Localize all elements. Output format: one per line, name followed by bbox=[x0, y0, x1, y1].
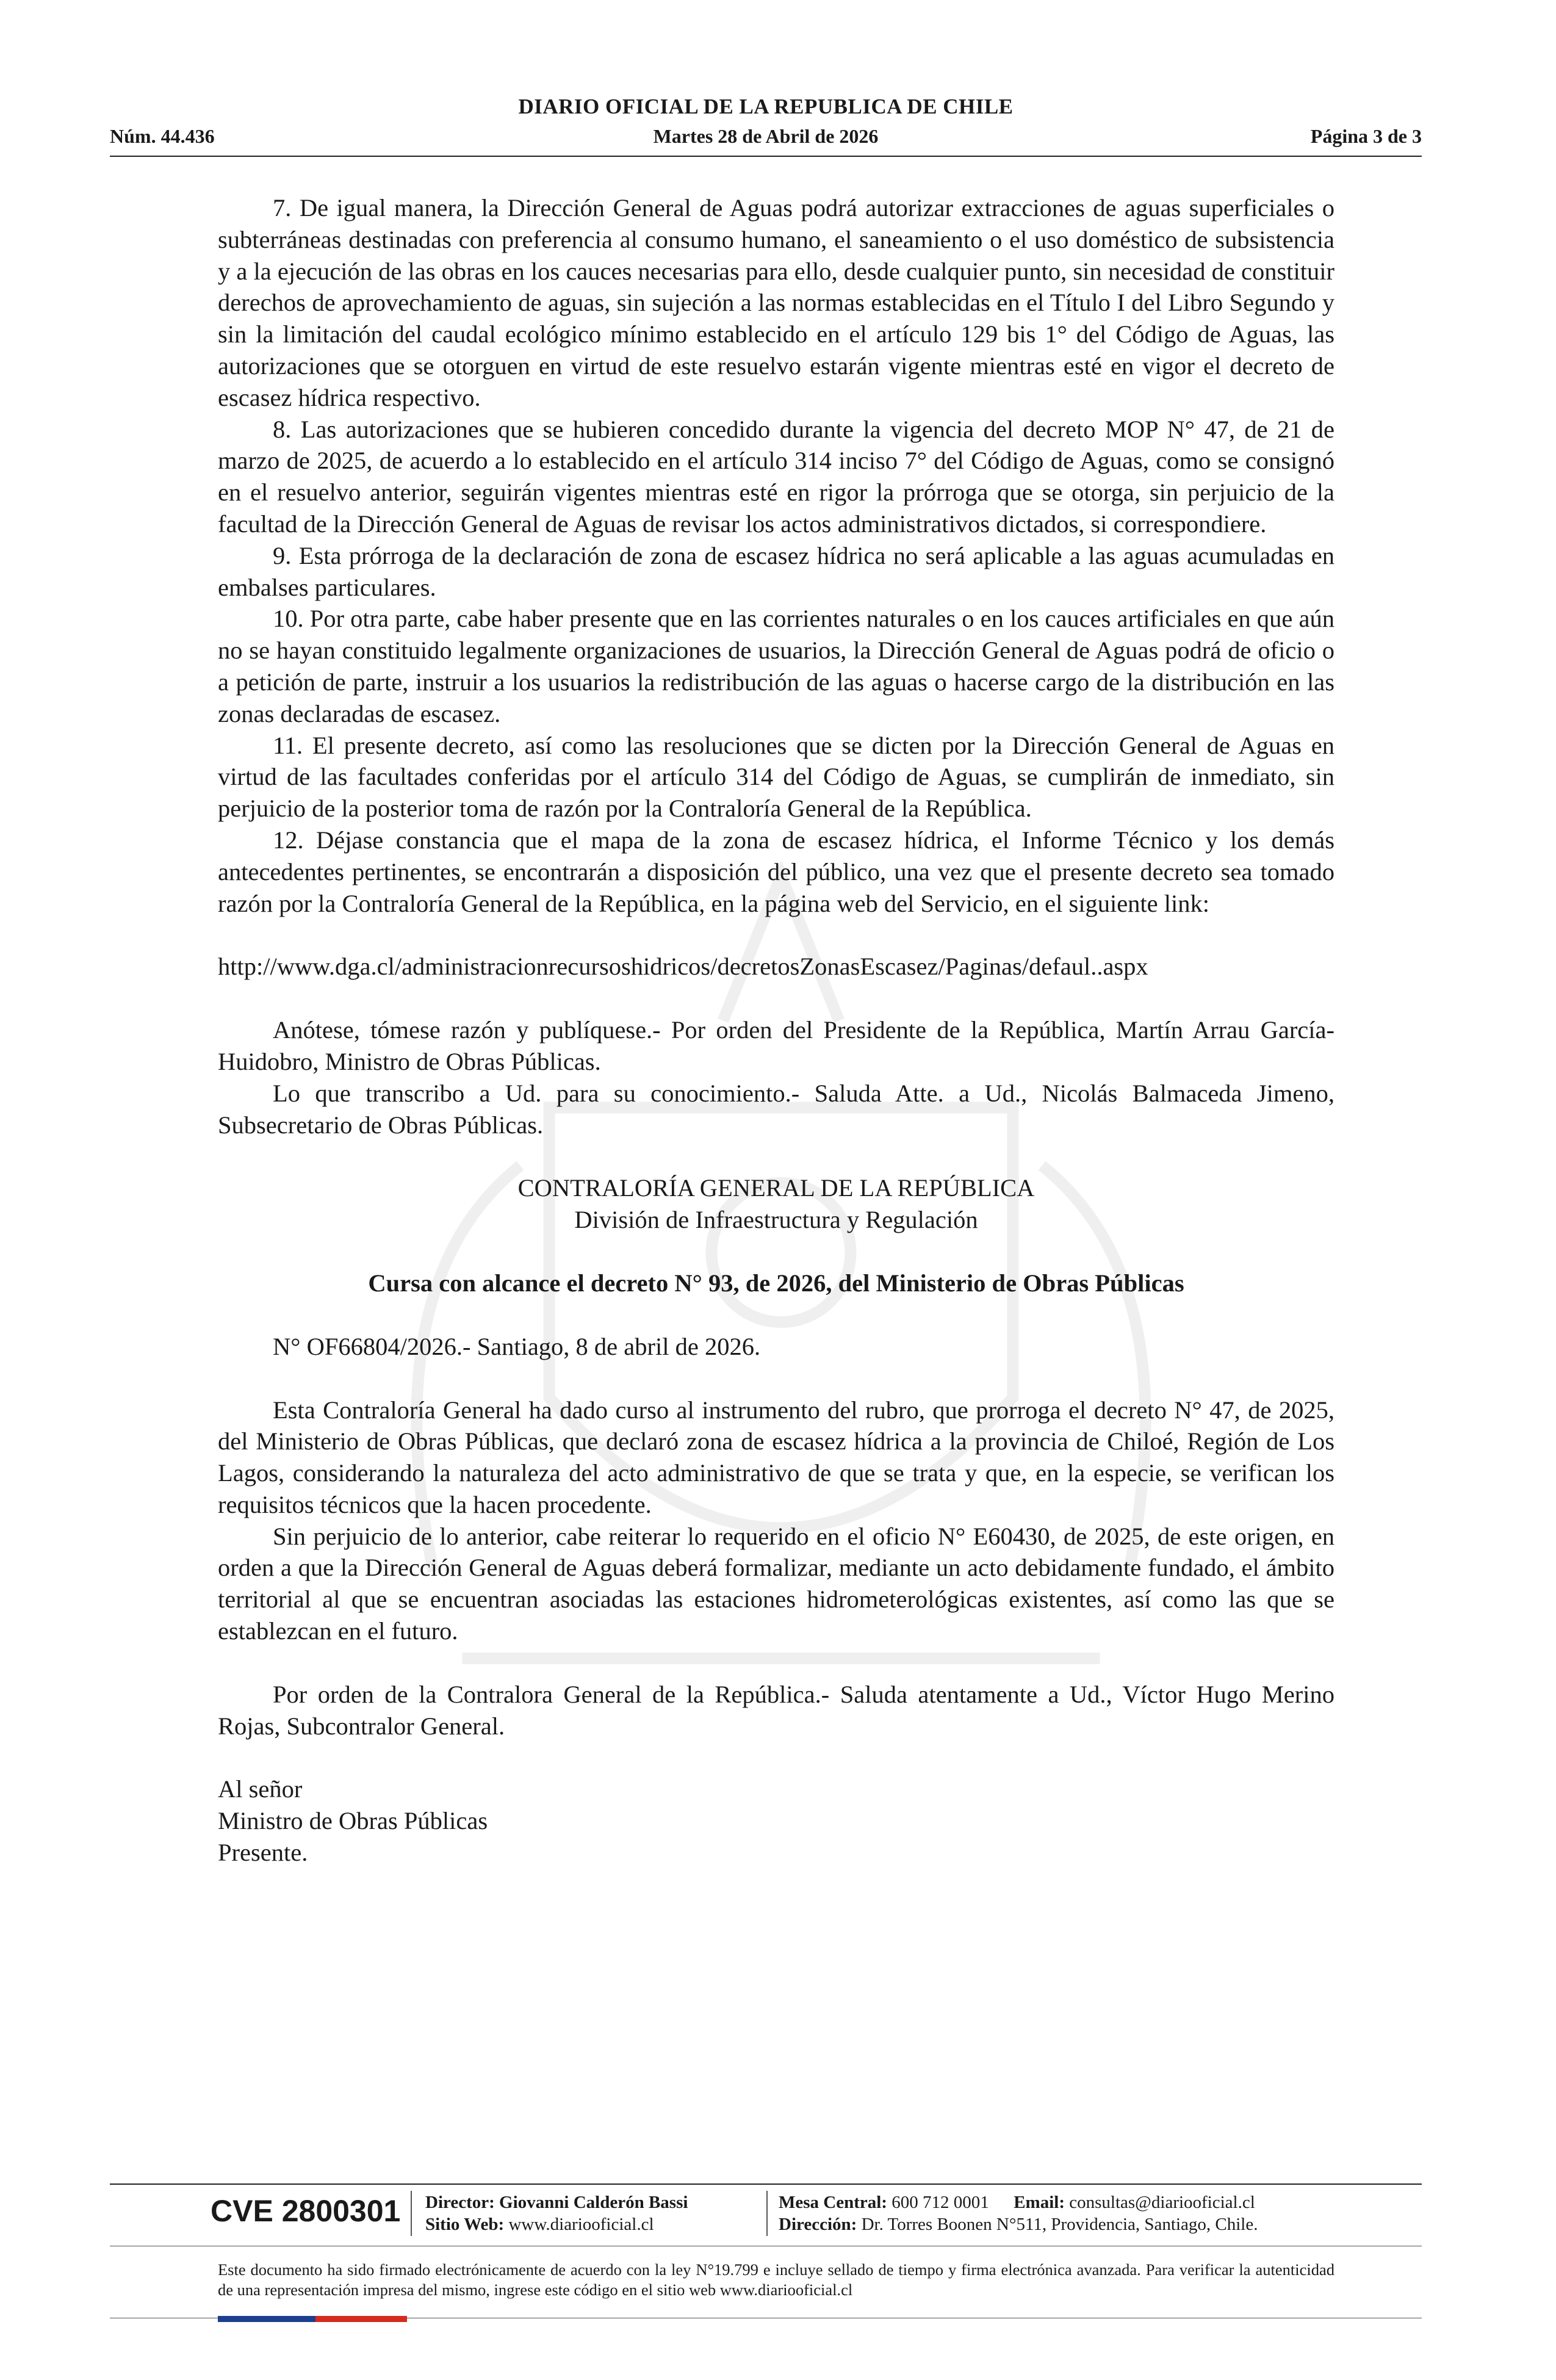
addressee-line-3: Presente. bbox=[218, 1839, 308, 1867]
director-label: Director: bbox=[425, 2193, 495, 2212]
legal-notice: Este documento ha sido firmado electrónicamente de acuerdo con la ley N°19.799 e incluye sellado de tiempo y firma electrónica avanzada. Para verificar la autenticidad de una representación impresa del mismo, ingrese este código en el sitio web www.diariooficial.cl bbox=[218, 2260, 1334, 2299]
footer-director-block bbox=[425, 2191, 688, 2235]
paragraph-8: 8. Las autorizaciones que se hubieren concedido durante la vigencia del decreto MOP N° 47, de 21 de marzo de 2025, de acuerdo a lo establecido en el artículo 314 inciso 7° del Código de Aguas, como se consignó en el resuelvo anterior, seguirán vigentes mientras esté en rigor la prórroga que se otorga, sin perjuicio de la facultad de la Dirección General de Aguas de revisar los actos administrativos dictados, si correspondiere. bbox=[218, 415, 1334, 538]
footer-separator-2 bbox=[766, 2191, 768, 2236]
direccion-label: Dirección: bbox=[779, 2215, 857, 2234]
document-body bbox=[218, 192, 1334, 1869]
sitio-value[interactable]: www.diariooficial.cl bbox=[508, 2215, 654, 2234]
paragraph-7: 7. De igual manera, la Dirección General de Aguas podrá autorizar extracciones de aguas superficiales o subterráneas destinadas con preferencia al consumo humano, el saneamiento o el uso doméstico de subsistencia y a la ejecución de las obras en los cauces necesarias para ello, desde cualquier punto, sin necesidad de constituir derechos de aprovechamiento de aguas, sin sujeción a las normas establecidas en el Título I del Libro Segundo y sin la limitación del caudal ecológico mínimo establecido en el artículo 129 bis 1° del Código de Aguas, las autorizaciones que se otorguen en virtud de este resuelvo estarán vigente mientras esté en vigor el decreto de escasez hídrica respectivo. bbox=[218, 194, 1334, 411]
addressee-line-1: Al señor bbox=[218, 1775, 303, 1803]
footer-divider-top bbox=[110, 2183, 1422, 2185]
publication-title: DIARIO OFICIAL DE LA REPUBLICA DE CHILE bbox=[518, 95, 1014, 118]
transcribo-paragraph: Lo que transcribo a Ud. para su conocimiento.- Saluda Atte. a Ud., Nicolás Balmaceda Jimeno, Subsecretario de Obras Públicas. bbox=[218, 1079, 1334, 1139]
contraloria-title: CONTRALORÍA GENERAL DE LA REPÚBLICA bbox=[517, 1174, 1035, 1202]
director-name: Giovanni Calderón Bassi bbox=[499, 2193, 688, 2212]
paragraph-10: 10. Por otra parte, cabe haber presente que en las corrientes naturales o en los cauces artificiales en que aún no se hayan constituido legalmente organizaciones de usuarios, la Dirección General de Aguas podrá de oficio o a petición de parte, instruir a los usuarios la redistribución de las aguas o hacerse cargo de la distribución en las zonas declaradas de escasez. bbox=[218, 605, 1334, 727]
paragraph-12: 12. Déjase constancia que el mapa de la zona de escasez hídrica, el Informe Técnico y los demás antecedentes pertinentes, se encontrarán a disposición del público, una vez que el presente decreto sea tomado razón por la Contraloría General de la República, en la página web del Servicio, en el siguiente link: bbox=[218, 826, 1334, 917]
page-number: Página 3 de 3 bbox=[1310, 125, 1422, 147]
anotese-paragraph: Anótese, tómese razón y publíquese.- Por orden del Presidente de la República, Martín Arrau García-Huidobro, Ministro de Obras Públicas. bbox=[218, 1016, 1334, 1075]
issue-date: Martes 28 de Abril de 2026 bbox=[653, 125, 879, 147]
mesa-label: Mesa Central: bbox=[779, 2193, 887, 2212]
paragraph-11: 11. El presente decreto, así como las resoluciones que se dicten por la Dirección General de Aguas en virtud de las facultades conferidas por el artículo 314 del Código de Aguas, se cumplirán de inmediato, sin perjuicio de la posterior toma de razón por la Contraloría General de la República. bbox=[218, 731, 1334, 823]
email-label: Email: bbox=[1014, 2193, 1065, 2212]
footer-separator-1 bbox=[411, 2191, 412, 2236]
flag-stripe-red bbox=[315, 2316, 407, 2322]
addressee-line-2: Ministro de Obras Públicas bbox=[218, 1807, 488, 1835]
paragraph-9: 9. Esta prórroga de la declaración de zona de escasez hídrica no será aplicable a las aguas acumuladas en embalses particulares. bbox=[218, 541, 1334, 601]
page-header bbox=[110, 95, 1422, 156]
direccion-value: Dr. Torres Boonen N°511, Providencia, Santiago, Chile. bbox=[861, 2215, 1258, 2234]
mesa-value: 600 712 0001 bbox=[891, 2193, 989, 2212]
contraloria-division: División de Infraestructura y Regulación bbox=[574, 1206, 978, 1234]
email-value[interactable]: consultas@diariooficial.cl bbox=[1069, 2193, 1255, 2212]
esta-contraloria-paragraph: Esta Contraloría General ha dado curso al instrumento del rubro, que prorroga el decreto N° 47, de 2025, del Ministerio de Obras Públicas, que declaró zona de escasez hídrica a la provincia de Chiloé, Región de Los Lagos, considerando la naturaleza del acto administrativo de que se trata y que, en la especie, se verifican los requisitos técnicos que la hacen procedente. bbox=[218, 1396, 1334, 1518]
cve-code: CVE 2800301 bbox=[211, 2194, 401, 2228]
sitio-label: Sitio Web: bbox=[425, 2215, 505, 2234]
flag-stripe-blue bbox=[218, 2316, 315, 2322]
header-divider bbox=[110, 156, 1422, 157]
decree-link[interactable]: http://www.dga.cl/administracionrecursoshidricos/decretosZonasEscasez/Paginas/defaul..aspx bbox=[218, 953, 1148, 981]
cursa-title: Cursa con alcance el decreto N° 93, de 2026, del Ministerio de Obras Públicas bbox=[368, 1269, 1184, 1297]
footer-contact-block bbox=[779, 2191, 1258, 2235]
oficio-line: N° OF66804/2026.- Santiago, 8 de abril de 2026. bbox=[273, 1332, 761, 1360]
sin-perjuicio-paragraph: Sin perjuicio de lo anterior, cabe reiterar lo requerido en el oficio N° E60430, de 2025, de este origen, en orden a que la Dirección General de Aguas deberá formalizar, mediante un acto debidamente fundado, el ámbito territorial al que se encuentran asociadas las estaciones hidrometerológicas existentes, así como las que se establezcan en el futuro. bbox=[218, 1522, 1334, 1645]
por-orden-paragraph: Por orden de la Contralora General de la República.- Saluda atentamente a Ud., Víctor Hugo Merino Rojas, Subcontralor General. bbox=[218, 1680, 1334, 1740]
issue-number: Núm. 44.436 bbox=[110, 125, 215, 147]
